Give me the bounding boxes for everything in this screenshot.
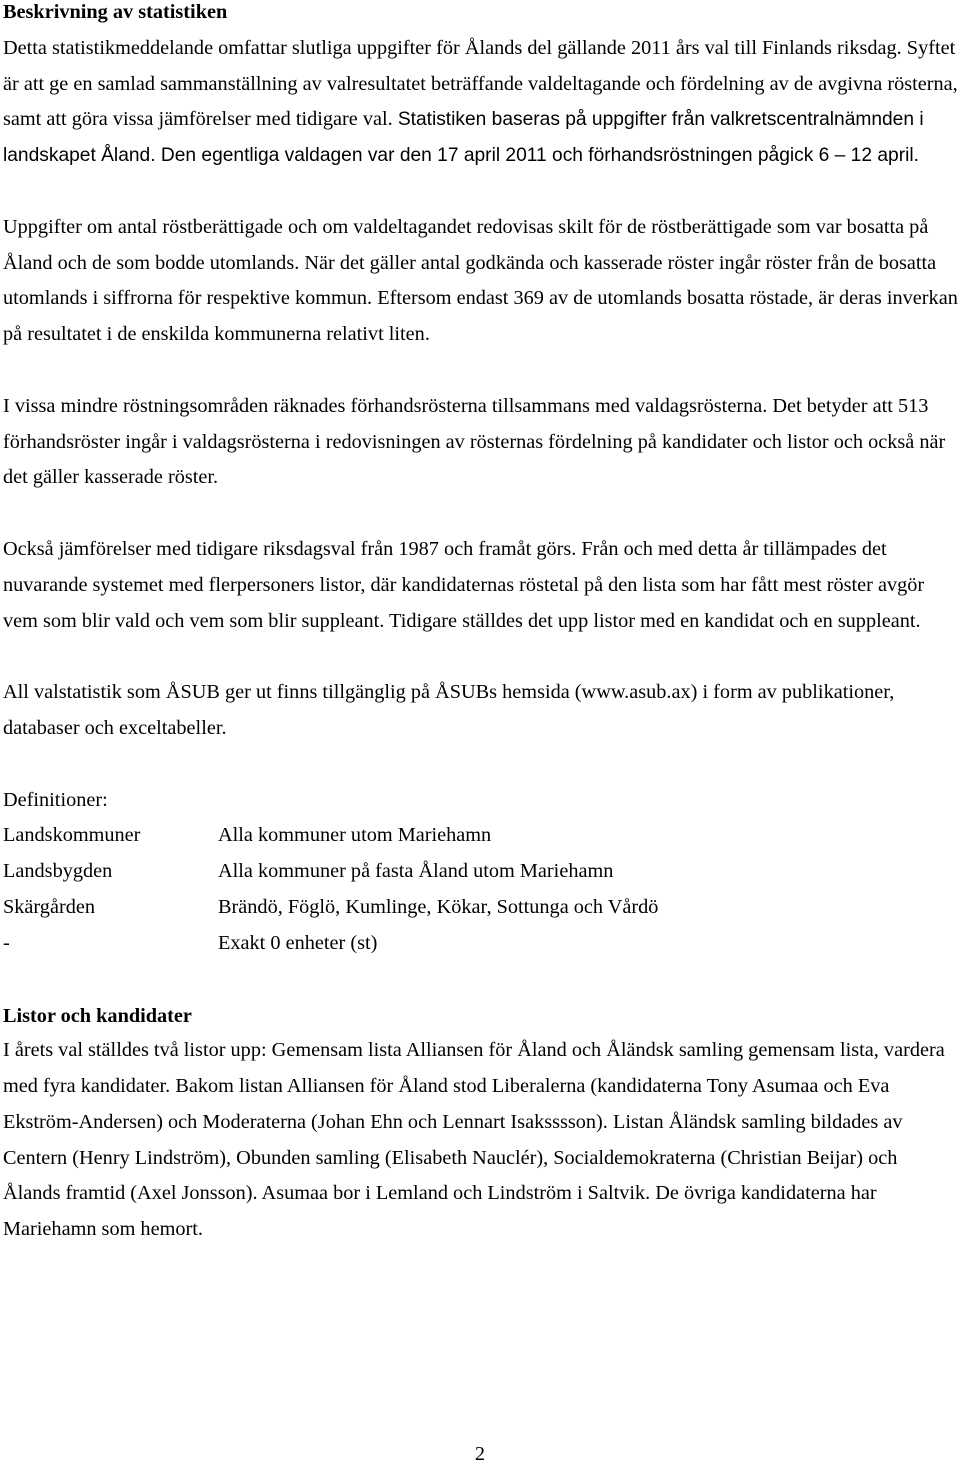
- definitions-title: Definitioner:: [3, 788, 108, 811]
- paragraph-voters: Uppgifter om antal röstberättigade och om valdeltagandet redovisas skilt för de röstberättigade som var bosatta på Åland och de som bodde utomlands. När det gäller antal godkända och kasserade röster ingår röster från de bosatta utomlands i siffrorna för respektive kommun. Eftersom endast 369 av de utomlands bosatta röstade, är deras inverkan på resultatet i de enskilda kommunerna relativt liten.: [3, 215, 958, 346]
- definition-description: Alla kommuner utom Mariehamn: [218, 824, 492, 847]
- section-heading-beskrivning: Beskrivning av statistiken: [3, 1, 228, 23]
- description-sans-text: Statistiken baseras på uppgifter från valkretscentralnämnden i landskapet Åland. Den egentliga valdagen var den 17 april 2011 och förhandsröstningen pågick 6 – 12 april.: [3, 109, 924, 167]
- definition-description: Brändö, Föglö, Kumlinge, Kökar, Sottunga och Vårdö: [218, 896, 659, 919]
- page-number: 2: [474, 1443, 486, 1465]
- paragraph-gap: [3, 353, 958, 389]
- section-heading-listor: Listor och kandidater: [3, 1005, 192, 1028]
- description-serif-text: Detta statistikmeddelande omfattar slutliga uppgifter för Ålands del gällande 2011 års val till Finlands riksdag. Syftet är att ge en samlad sammanställning av valresultatet beträffande valdeltagande och fördelning av de avgivna rösterna, samt att göra vissa jämförelser med tidigare val.: [3, 36, 958, 131]
- paragraph-advance-votes: I vissa mindre röstningsområden räknades förhandsrösterna tillsammans med valdagsrösterna. Det betyder att 513 förhandsröster ingår i valdagsrösterna i redovisningen av rösternas fördelning på kandidater och listor och också när det gäller kasserade röster.: [3, 394, 946, 489]
- paragraph-gap: [3, 747, 958, 783]
- definition-row: [3, 890, 958, 926]
- document-page: [3, 0, 958, 1248]
- definitions-list: [3, 818, 958, 962]
- paragraph-gap: [3, 962, 958, 998]
- definition-term: Landsbygden: [3, 860, 113, 883]
- paragraph-comparisons: Också jämförelser med tidigare riksdagsval från 1987 och framåt görs. Från och med detta år tillämpades det nuvarande systemet med flerpersoners listor, där kandidaternas röstetal på den lista som har fått mest röster avgör vem som blir vald och vem som blir suppleant. Tidigare ställdes det upp listor med en kandidat och en suppleant.: [3, 537, 925, 632]
- paragraph-gap: [3, 639, 958, 675]
- definition-term: Skärgården: [3, 896, 95, 919]
- definition-row: [3, 818, 958, 854]
- paragraph-lists-candidates: I årets val ställdes två listor upp: Gemensam lista Alliansen för Åland och Åländsk samling gemensam lista, vardera med fyra kandidater. Bakom listan Alliansen för Åland stod Liberalerna (kandidaterna Tony Asumaa och Eva Ekström-Andersen) och Moderaterna (Johan Ehn och Lennart Isaksssson). Listan Åländsk samling bildades av Centern (Henry Lindström), Obunden samling (Elisabeth Nauclér), Socialdemokraterna (Christian Beijar) och Ålands framtid (Axel Jonsson). Asumaa bor i Lemland och Lindström i Saltvik. De övriga kandidaterna har Mariehamn som hemort.: [3, 1039, 945, 1241]
- definition-description: Alla kommuner på fasta Åland utom Mariehamn: [218, 860, 614, 883]
- paragraph-gap: [3, 496, 958, 532]
- paragraph-description: [3, 31, 958, 174]
- paragraph-gap: [3, 174, 958, 210]
- paragraph-website: All valstatistik som ÅSUB ger ut finns tillgänglig på ÅSUBs hemsida (www.asub.ax) i form av publikationer, databaser och exceltabeller.: [3, 681, 895, 739]
- definition-term: Landskommuner: [3, 824, 141, 847]
- definition-row: [3, 926, 958, 962]
- definition-row: [3, 854, 958, 890]
- definition-term: -: [3, 932, 10, 955]
- definition-description: Exakt 0 enheter (st): [218, 932, 378, 955]
